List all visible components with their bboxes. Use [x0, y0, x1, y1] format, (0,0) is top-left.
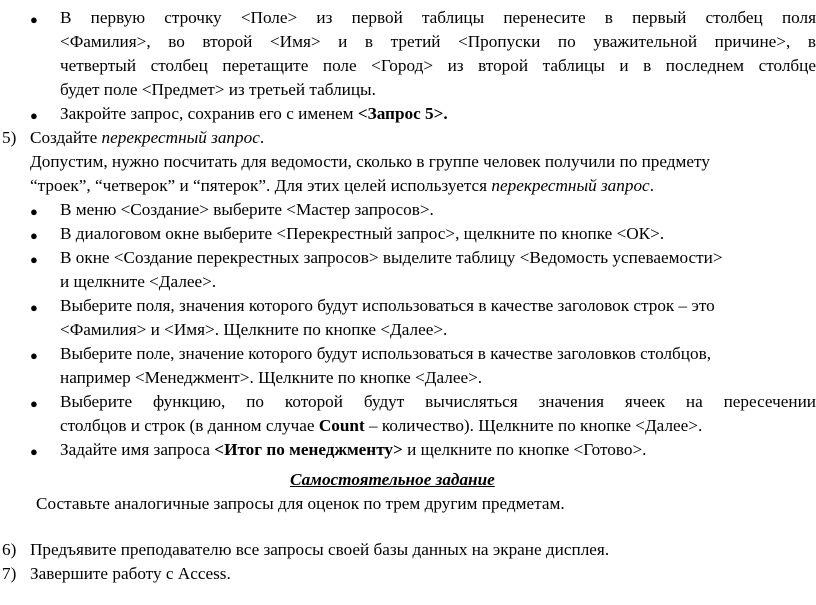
- bullet-icon: ●: [30, 252, 38, 267]
- bullet-icon: ●: [30, 12, 38, 27]
- text-line: [60, 417, 702, 434]
- text-line: [60, 441, 646, 458]
- text-line: Предъявите преподавателю все запросы своей базы данных на экране дисплея.: [30, 540, 610, 559]
- text-line: [30, 129, 264, 146]
- query-name: <Итог по менеджменту>: [214, 440, 403, 459]
- text-line: Составьте аналогичные запросы для оценок по трем другим предметам.: [36, 494, 565, 513]
- text-line: В первую строчку <Поле> из первой таблицы перенесите в первый столбец поля: [60, 8, 816, 27]
- bullet-icon: ●: [30, 396, 38, 411]
- function-name: Count: [318, 416, 365, 435]
- list-number: 5): [2, 128, 17, 147]
- text-line: будет поле <Предмет> из третьей таблицы.: [60, 80, 376, 99]
- text-line: четвертый столбец перетащите поле <Город> из второй таблицы и в последнем столбце: [60, 56, 816, 75]
- text-segment: .: [259, 128, 265, 147]
- bullet-icon: ●: [30, 228, 38, 243]
- text-line: В окне <Создание перекрестных запросов> выделите таблицу <Ведомость успеваемости>: [60, 248, 723, 267]
- text-segment: Задайте имя запроса: [60, 440, 215, 459]
- text-line: Завершите работу с Access.: [30, 564, 231, 583]
- text-segment: – количество). Щелкните по кнопке <Далее>.: [364, 416, 703, 435]
- text-segment: и щелкните по кнопке <Готово>.: [402, 440, 647, 459]
- bullet-icon: ●: [30, 348, 38, 363]
- text-line: В меню <Создание> выберите <Мастер запросов>.: [60, 200, 434, 219]
- text-segment: Закройте запрос, сохранив его с именем: [60, 104, 358, 123]
- text-line: Выберите функцию, по которой будут вычисляться значения ячеек на пересечении: [60, 392, 816, 411]
- term: перекрестный запрос: [101, 128, 260, 147]
- bullet-icon: ●: [30, 204, 38, 219]
- text-line: Допустим, нужно посчитать для ведомости, сколько в группе человек получили по предмету: [30, 152, 710, 171]
- list-number: 7): [2, 564, 17, 583]
- text-line: В диалоговом окне выберите <Перекрестный запрос>, щелкните по кнопке <ОК>.: [60, 224, 665, 243]
- query-name: <Запрос 5>.: [357, 104, 448, 123]
- list-number: 6): [2, 540, 17, 559]
- text-line: например <Менеджмент>. Щелкните по кнопке <Далее>.: [60, 368, 483, 387]
- text-segment: Создайте: [30, 128, 102, 147]
- text-line: Выберите поле, значение которого будут использоваться в качестве заголовков столбцов,: [60, 344, 711, 363]
- text-segment: .: [649, 176, 654, 195]
- section-heading: Самостоятельное задание: [290, 470, 495, 489]
- bullet-icon: ●: [30, 444, 38, 459]
- text-segment: “троек”, “четверок” и “пятерок”. Для этих целей используется: [30, 176, 492, 195]
- term: перекрестный запрос: [491, 176, 650, 195]
- bullet-icon: ●: [30, 300, 38, 315]
- text-segment: столбцов и строк (в данном случае: [60, 416, 319, 435]
- text-line: и щелкните <Далее>.: [60, 272, 217, 291]
- text-line: Выберите поля, значения которого будут использоваться в качестве заголовок строк – это: [60, 296, 715, 315]
- text-line: [30, 177, 654, 194]
- bullet-icon: ●: [30, 108, 38, 123]
- text-line: <Фамилия>, во второй <Имя> и в третий <Пропуски по уважительной причине>, в: [60, 32, 816, 51]
- text-line: [60, 105, 448, 122]
- text-line: <Фамилия> и <Имя>. Щелкните по кнопке <Далее>.: [60, 320, 448, 339]
